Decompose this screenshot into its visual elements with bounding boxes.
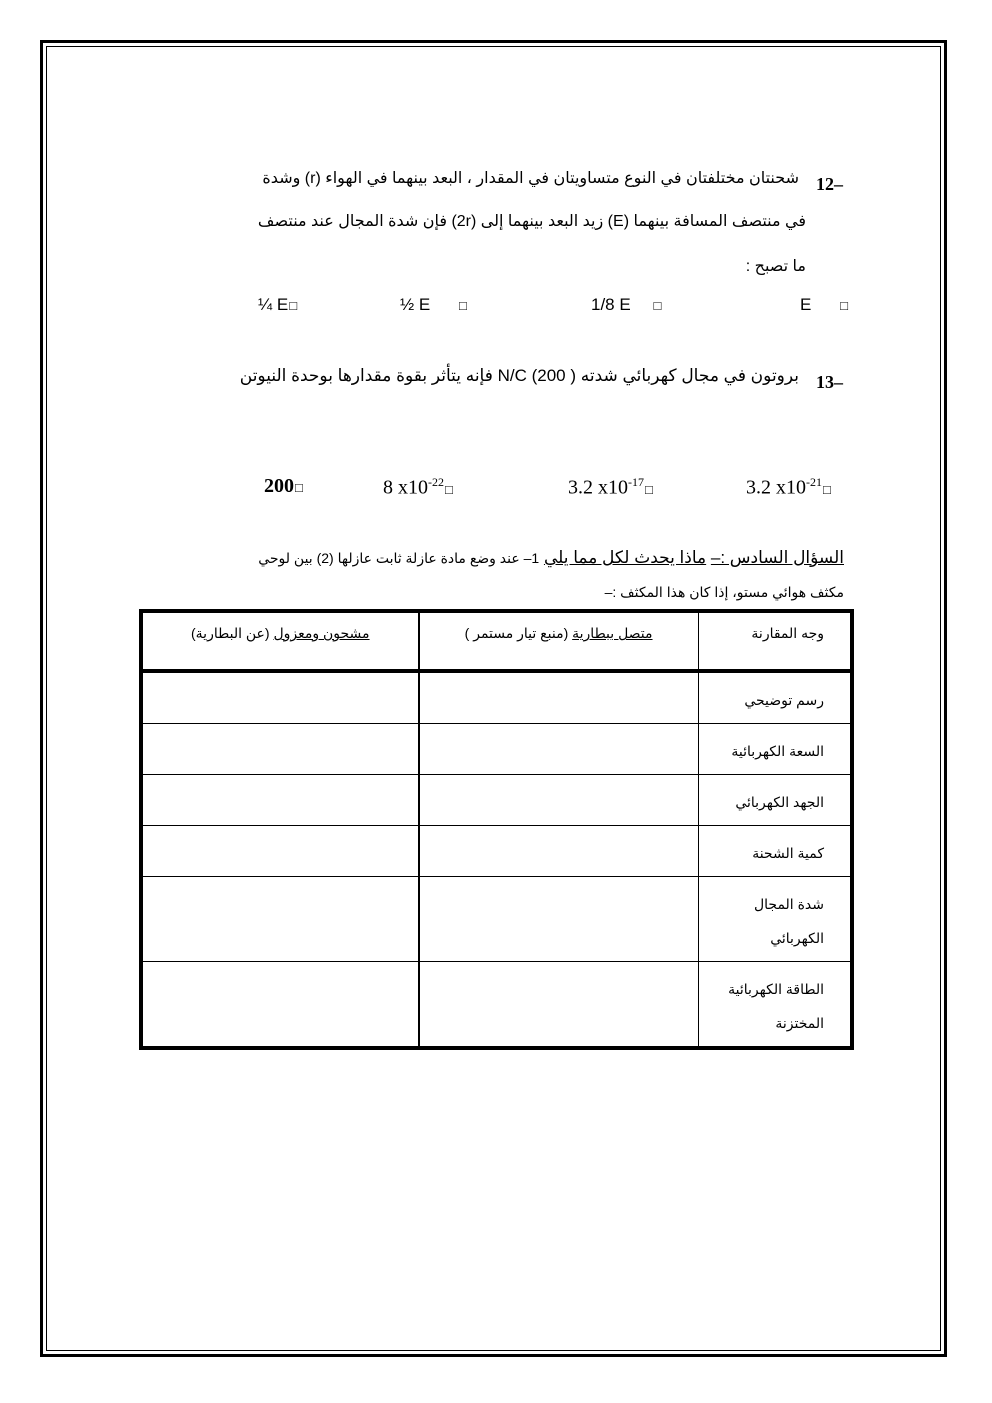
header-charged-rest: (عن البطارية)	[191, 625, 270, 641]
header-connected-rest: (منبع تيار مستمر )	[464, 625, 569, 641]
answer-cell[interactable]	[419, 671, 699, 724]
q13-text: بروتون في مجال كهربائي شدته N/C (200 ) فإنه يتأثر بقوة مقدارها بوحدة النيوتن	[239, 366, 799, 385]
row-label	[698, 877, 852, 962]
sixth-question-line1	[258, 548, 844, 568]
q13-option-b[interactable]	[568, 475, 654, 500]
q13-option-a-base: 3.2 x10	[746, 476, 806, 499]
q13-option-d[interactable]	[264, 475, 304, 498]
q13-option-b-exp: -17	[628, 475, 644, 489]
row-label: كمية الشحنة	[698, 826, 852, 877]
answer-cell[interactable]	[419, 962, 699, 1049]
table-row	[141, 962, 852, 1049]
answer-cell[interactable]	[141, 671, 419, 724]
answer-cell[interactable]	[419, 724, 699, 775]
table-row	[141, 671, 852, 724]
q13-option-d-base: 200	[264, 475, 294, 497]
q12-option-a[interactable]	[800, 295, 849, 315]
row-label: السعة الكهربائية	[698, 724, 852, 775]
q12-line1: شحنتان مختلفتان في النوع متساويتان في المقدار ، البعد بينهما في الهواء (r) وشدة	[262, 170, 799, 187]
q13-option-b-base: 3.2 x10	[568, 476, 628, 499]
answer-cell[interactable]	[141, 877, 419, 962]
row-label	[698, 962, 852, 1049]
row-label-line2: المختزنة	[775, 1015, 824, 1031]
q12-number: 12–	[816, 174, 843, 194]
answer-cell[interactable]	[141, 724, 419, 775]
row-label-line2: الكهربائي	[770, 930, 824, 946]
answer-cell[interactable]	[419, 826, 699, 877]
header-connected	[419, 611, 699, 671]
q12-option-d-label: ¼ E	[258, 295, 289, 314]
q13-option-c-exp: -22	[428, 475, 444, 489]
answer-cell[interactable]	[141, 826, 419, 877]
sixth-question-prompt: ماذا يحدث لكل مما يلي	[543, 548, 707, 567]
checkbox-icon[interactable]: □	[840, 298, 848, 313]
header-charged-underlined: مشحون ومعزول	[273, 625, 370, 641]
q12-line3: ما تصبح :	[745, 258, 806, 275]
checkbox-icon[interactable]: □	[295, 480, 303, 495]
q12-option-a-label: E	[800, 295, 812, 314]
q13-number: 13–	[816, 372, 843, 392]
checkbox-icon[interactable]: □	[289, 298, 298, 313]
header-aspect: وجه المقارنة	[698, 611, 852, 671]
q12-option-c-label: ½ E	[400, 295, 431, 314]
q12-option-c[interactable]	[400, 295, 468, 315]
checkbox-icon[interactable]: □	[445, 481, 453, 497]
answer-cell[interactable]	[419, 877, 699, 962]
sixth-question-item: 1– عند وضع مادة عازلة ثابت عازلها (2) بين لوحي	[258, 550, 540, 566]
table-row	[141, 877, 852, 962]
answer-cell[interactable]	[141, 962, 419, 1049]
comparison-table	[139, 609, 854, 1050]
q13-option-c-base: 8 x10	[383, 476, 428, 499]
checkbox-icon[interactable]: □	[653, 298, 662, 313]
table-header-row	[141, 611, 852, 671]
q12-option-b[interactable]	[591, 295, 662, 315]
answer-cell[interactable]	[141, 775, 419, 826]
checkbox-icon[interactable]: □	[645, 481, 653, 497]
checkbox-icon[interactable]: □	[823, 481, 831, 497]
checkbox-icon[interactable]: □	[458, 298, 467, 313]
q13-option-a-exp: -21	[806, 475, 822, 489]
row-label: رسم توضيحي	[698, 671, 852, 724]
q13-option-a[interactable]	[746, 475, 832, 500]
table-row	[141, 724, 852, 775]
q13-option-c[interactable]	[383, 475, 454, 500]
sixth-question-line2: مكثف هوائي مستو، إذا كان هذا المكثف :–	[604, 584, 844, 600]
q12-line2: في منتصف المسافة بينهما (E) زيد البعد بينهما إلى (2r) فإن شدة المجال عند منتصف	[257, 213, 806, 230]
q12-option-b-label: 1/8 E	[591, 295, 631, 314]
header-connected-underlined: متصل ببطارية	[572, 625, 653, 641]
header-charged	[141, 611, 419, 671]
row-label-line1: الطاقة الكهربائية	[728, 981, 824, 997]
answer-cell[interactable]	[419, 775, 699, 826]
table-row	[141, 775, 852, 826]
table-row	[141, 826, 852, 877]
row-label: الجهد الكهربائي	[698, 775, 852, 826]
q12-option-d[interactable]	[258, 295, 298, 315]
row-label-line1: شدة المجال	[753, 896, 824, 912]
sixth-question-title: السؤال السادس :–	[710, 548, 844, 567]
